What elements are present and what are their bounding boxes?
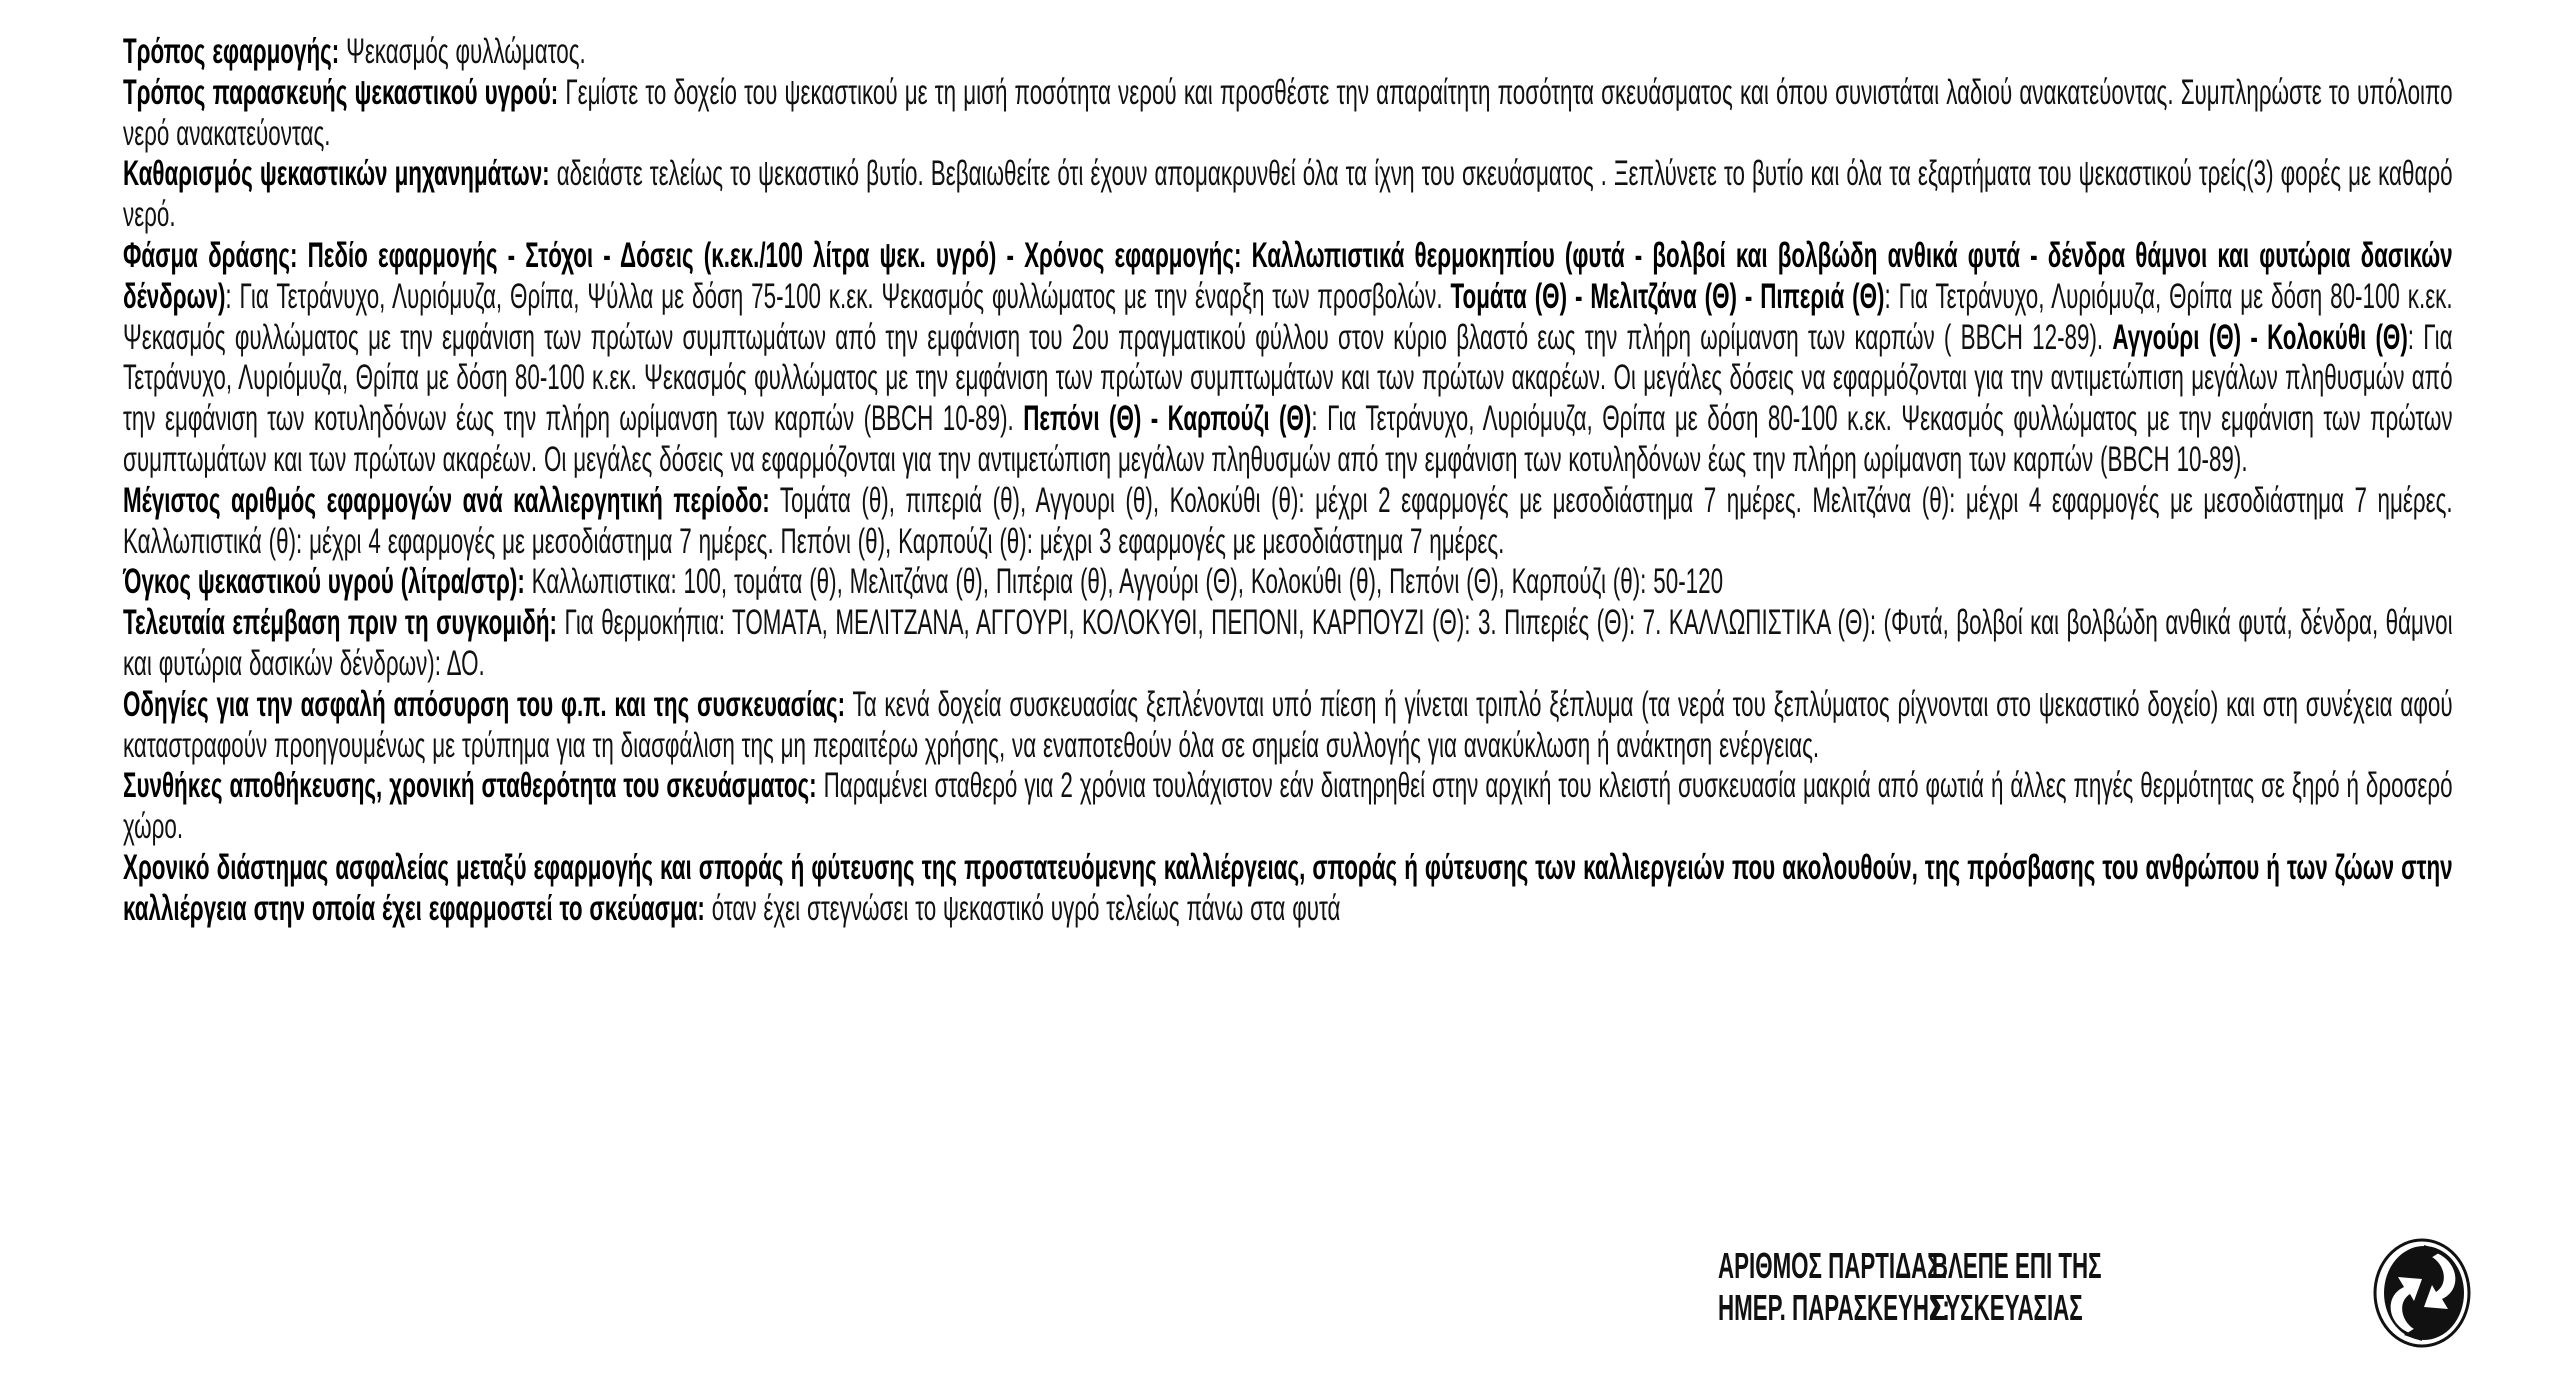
paragraph-heading: Τομάτα (Θ) - Μελιτζάνα (Θ) - Πιπεριά (Θ) xyxy=(1450,276,1885,316)
paragraph-text: αδειάστε τελείως το ψεκαστικό βυτίο. Βεβαιωθείτε ότι έχουν απομακρυνθεί όλα τα ίχνη του σκευάσματος . Ξεπλύνετε το βυτίο και όλα τα εξαρτήματα του ψεκαστικού τρείς(3) φορές με καθαρό νερό. xyxy=(123,154,2453,235)
batch-info xyxy=(1718,1245,2462,1329)
paragraph-heading: Τρόπος παρασκευής ψεκαστικού υγρού: xyxy=(123,72,559,112)
paragraph-heading: Τελευταία επέμβαση πριν τη συγκομιδή: xyxy=(123,603,558,643)
paragraph-text: : Για Τετράνυχο, Λυριόμυζα, Θρίπα, Ψύλλα με δόση 75-100 κ.εκ. Ψεκασμός φυλλώματος με την έναρξη των προσβολών. xyxy=(225,276,1451,316)
paragraph-heading: Πεπόνι (Θ) - Καρπούζι (Θ) xyxy=(1023,399,1312,439)
paragraph-spectrum-of-action xyxy=(123,236,2453,481)
batch-number-label: ΑΡΙΘΜΟΣ ΠΑΡΤΙΔΑΣ: xyxy=(1718,1245,1949,1286)
paragraph-max-applications xyxy=(123,481,2453,563)
paragraph-heading: Μέγιστος αριθμός εφαρμογών ανά καλλιεργητική περίοδο: xyxy=(123,480,770,520)
paragraph-spray-preparation xyxy=(123,73,2453,155)
paragraph-heading: Συνθήκες αποθήκευσης, χρονική σταθερότητα του σκευάσματος: xyxy=(123,766,817,806)
paragraph-re-entry-interval xyxy=(123,848,2453,930)
paragraph-text: Για θερμοκήπια: ΤΟΜΑΤΑ, ΜΕΛΙΤΖΑΝΑ, ΑΓΓΟΥΡΙ, ΚΟΛΟΚΥΘΙ, ΠΕΠΟΝΙ, ΚΑΡΠΟΥΖΙ (Θ): 3. Πιπεριές (Θ): 7. ΚΑΛΛΩΠΙΣΤΙΚΑ (Θ): (Φυτά, βολβοί και βολβώδη ανθικά φυτά, δένδρα, θάμνοι και φυτώρια δασικών δένδρων): ΔΟ. xyxy=(123,603,2453,683)
batch-number-value: ΒΛΕΠΕ ΕΠΙ ΤΗΣ xyxy=(1931,1245,2102,1286)
paragraph-text: Ψεκασμός φυλλώματος. xyxy=(339,32,586,71)
paragraph-spray-volume xyxy=(123,562,2453,603)
paragraph-application-method xyxy=(123,32,2453,73)
paragraph-heading: Όγκος ψεκαστικού υγρού (λίτρα/στρ): xyxy=(123,562,525,602)
production-date-label: ΗΜΕΡ. ΠΑΡΑΣΚΕΥΗΣ: xyxy=(1718,1287,1950,1328)
paragraph-equipment-cleaning xyxy=(123,154,2453,236)
paragraph-heading: Χρονικό διάστημας ασφαλείας μεταξύ εφαρμογής και σποράς ή φύτευσης της προστατευόμενης καλλιέργειας, σποράς ή φύτευσης των καλλιεργειών που ακολουθούν, της πρόσβασης του ανθρώπου ή των ζώων στην καλλιέργεια στην οποία έχει εφαρμοστεί το σκεύασμα: xyxy=(123,847,2453,928)
paragraph-text: όταν έχει στεγνώσει το ψεκαστικό υγρό τελείως πάνω στα φυτά xyxy=(704,888,1341,928)
paragraph-heading: Οδηγίες για την ασφαλή απόσυρση του φ.π. και της συσκευασίας: xyxy=(123,684,846,724)
paragraph-text: Τα κενά δοχεία συσκευασίας ξεπλένονται υπό πίεση ή γίνεται τριπλό ξέπλυμα (τα νερά του ξεπλύματος ρίχνονται στο ψεκαστικό δοχείο) και στη συνέχεια αφού καταστραφούν προηγουμένως με τρύπημα για τη διασφάλιση της μη περαιτέρω χρήσης, να εναποτεθούν όλα σε σημεία συλλογής για ανακύκλωση ή ανάκτηση ενέργειας. xyxy=(123,684,2453,765)
batch-number-row xyxy=(1718,1245,2462,1287)
production-date-row xyxy=(1718,1287,2462,1329)
paragraph-text: Παραμένει σταθερό για 2 χρόνια τουλάχιστον εάν διατηρηθεί στην αρχική του κλειστή συσκευασία μακριά από φωτιά ή άλλες πηγές θερμότητας σε ξηρό ή δροσερό χώρο. xyxy=(123,766,2453,847)
recycling-symbol-svg xyxy=(2372,1237,2472,1349)
paragraph-heading: Καθαρισμός ψεκαστικών μηχανημάτων: xyxy=(123,154,550,194)
paragraph-text: Γεμίστε το δοχείο του ψεκαστικού με τη μισή ποσότητα νερού και προσθέστε την απαραίτητη ποσότητα σκευάσματος και όπου συνιστάται λαδιού ανακατεύοντας. Συμπληρώστε το υπόλοιπο νερό ανακατεύοντας. xyxy=(123,72,2453,153)
paragraph-heading: Αγγούρι (Θ) - Κολοκύθι (Θ) xyxy=(2112,317,2408,357)
paragraph-storage-conditions xyxy=(123,766,2453,848)
label-instructions xyxy=(123,32,2453,930)
paragraph-text: : Για Τετράνυχο, Λυριόμυζα, Θρίπα με δόση 80-100 κ.εκ. Ψεκασμός φυλλώματος με την εμφάνιση των πρώτων συμπτωμάτων από την εμφάνιση του 2ου πραγματικού φύλλου στον κύριο βλαστό εως την πλήρη ωρίμανση των καρπών ( BBCH 12-89). xyxy=(123,276,2453,357)
paragraph-text: : Για Τετράνυχο, Λυριόμυζα, Θρίπα με δόση 80-100 κ.εκ. Ψεκασμός φυλλώματος με την εμφάνιση των πρώτων συμπτωμάτων και των πρώτων ακαρέων. Οι μεγάλες δόσεις να εφαρμόζονται για την αντιμετώπιση μεγάλων πληθυσμών από την εμφάνιση των κοτυληδόνων έως την πλήρη ωρίμανση των καρπών (BBCH 10-89). xyxy=(123,399,2453,479)
production-date-value: ΣΥΣΚΕΥΑΣΙΑΣ xyxy=(1931,1287,2083,1328)
paragraph-text: Καλλωπιστικα: 100, τομάτα (θ), Μελιτζάνα (θ), Πιπέρια (θ), Αγγούρι (Θ), Κολοκύθι (θ), Πεπόνι (Θ), Καρπούζι (θ): 50-120 xyxy=(524,562,1724,602)
paragraph-heading: Τρόπος εφαρμογής: xyxy=(123,32,340,71)
paragraph-text: Τομάτα (θ), πιπεριά (θ), Αγγουρι (θ), Κολοκύθι (θ): μέχρι 2 εφαρμογές με μεσοδιάστημα 7 ημέρες. Μελιτζάνα (θ): μέχρι 4 εφαρμογές με μεσοδιάστημα 7 ημέρες. Καλλωπιστικά (θ): μέχρι 4 εφαρμογές με μεσοδιάστημα 7 ημέρες. Πεπόνι (θ), Καρπούζι (θ): μέχρι 3 εφαρμογές με μεσοδιάστημα 7 ημέρες. xyxy=(123,480,2453,561)
green-dot-recycling-icon xyxy=(2372,1237,2472,1349)
paragraph-safe-disposal xyxy=(123,685,2453,767)
paragraph-text: : Για Τετράνυχο, Λυριόμυζα, Θρίπα με δόση 80-100 κ.εκ. Ψεκασμός φυλλώματος με την εμφάνιση των πρώτων συμπτωμάτων και των πρώτων ακαρέων. Οι μεγάλες δόσεις να εφαρμόζονται για την αντιμετώπιση μεγάλων πληθυσμών από την εμφάνιση των κοτυληδόνων έως την πλήρη ωρίμανση των καρπών (BBCH 10-89). xyxy=(123,317,2453,439)
paragraph-heading: Φάσμα δράσης: Πεδίο εφαρμογής - Στόχοι - Δόσεις (κ.εκ./100 λίτρα ψεκ. υγρό) - Χρόνος εφαρμογής: Καλλωπιστικά θερμοκηπίου (φυτά - βολβοί και βολβώδη ανθικά φυτά - δένδρα θάμνοι και φυτώρια δασικών δένδρων) xyxy=(123,235,2453,316)
paragraph-pre-harvest-interval xyxy=(123,603,2453,685)
